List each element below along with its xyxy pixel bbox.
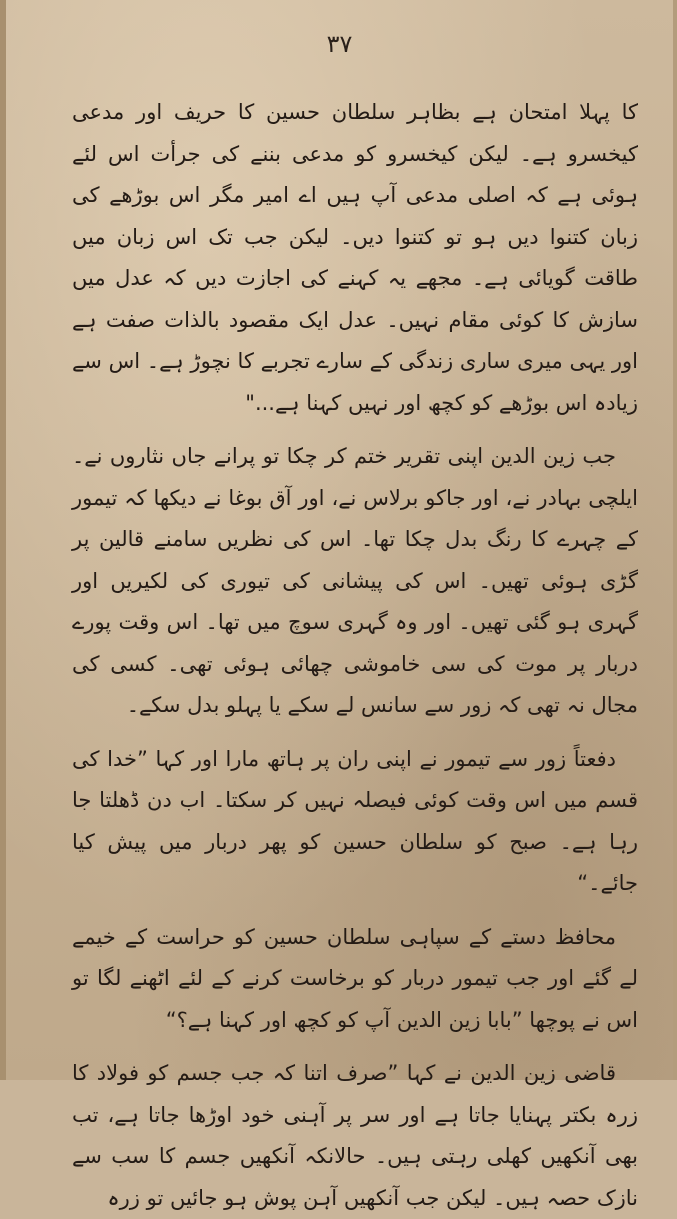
- paragraph-1: کا پہلا امتحان ہے بظاہر سلطان حسین کا حریف اور مدعی کیخسرو ہے۔ لیکن کیخسرو کو مدعی بننے کی جرأت اس لئے ہوئی ہے کہ اصلی مدعی آپ ہیں اے امیر مگر اس بوڑھے کی زبان کتنوا دیں ہو تو کتنوا دیں۔ لیکن جب تک اس زبان میں طاقت گویائی ہے۔ مجھے یہ کہنے کی اجازت دیں کہ عدل میں سازش کا کوئی مقام نہیں۔ عدل ایک مقصود بالذات صفت ہے اور یہی میری ساری زندگی کے سارے تجربے کا نچوڑ ہے۔ اس سے زیادہ اس بوڑھے کو کچھ اور نہیں کہنا ہے...": [72, 100, 638, 415]
- paragraph-2: جب زین الدین اپنی تقریر ختم کر چکا تو پرانے جاں نثاروں نے۔ ایلچی بہادر نے، اور جاکو برلاس نے، اور آق بوغا نے دیکھا کہ تیمور کے چہرے کا رنگ بدل چکا تھا۔ اس کی نظریں سامنے قالین پر گڑی ہوئی تھیں۔ اس کی پیشانی کی تیوری کی لکیریں اور گہری ہو گئی تھیں۔ اور وہ گہری سوچ میں تھا۔ اس وقت پورے دربار پر موت کی سی خاموشی چھائی ہوئی تھی۔ کسی کی مجال نہ تھی کہ زور سے سانس لے سکے یا پہلو بدل سکے۔: [72, 444, 638, 717]
- paragraph-5: قاضی زین الدین نے کہا ”صرف اتنا کہ جب جسم کو فولاد کا زرہ بکتر پہنایا جاتا ہے اور سر پر آہنی خود اوڑھا جاتا ہے، تب بھی آنکھیں کھلی رہتی ہیں۔ حالانکہ آنکھیں جسم کا سب سے نازک حصہ ہیں۔ لیکن جب آنکھیں آہن پوش ہو جائیں تو زرہ: [72, 1061, 638, 1210]
- paragraph-3: دفعتاً زور سے تیمور نے اپنی ران پر ہاتھ مارا اور کہا ”خدا کی قسم میں اس وقت کوئی فیصلہ نہیں کر سکتا۔ اب دن ڈھلتا جا رہا ہے۔ صبح کو سلطان حسین کو پھر دربار میں پیش کیا جائے۔“: [72, 746, 638, 895]
- page-number: ۳۷: [326, 30, 353, 58]
- page-body: [72, 92, 638, 1219]
- paragraph-4: محافظ دستے کے سپاہی سلطان حسین کو حراست کے خیمے لے گئے اور جب تیمور دربار کو برخاست کرنے کے لئے اٹھنے لگا تو اس نے پوچھا ”بابا زین الدین آپ کو کچھ اور کہنا ہے؟“: [72, 924, 638, 1032]
